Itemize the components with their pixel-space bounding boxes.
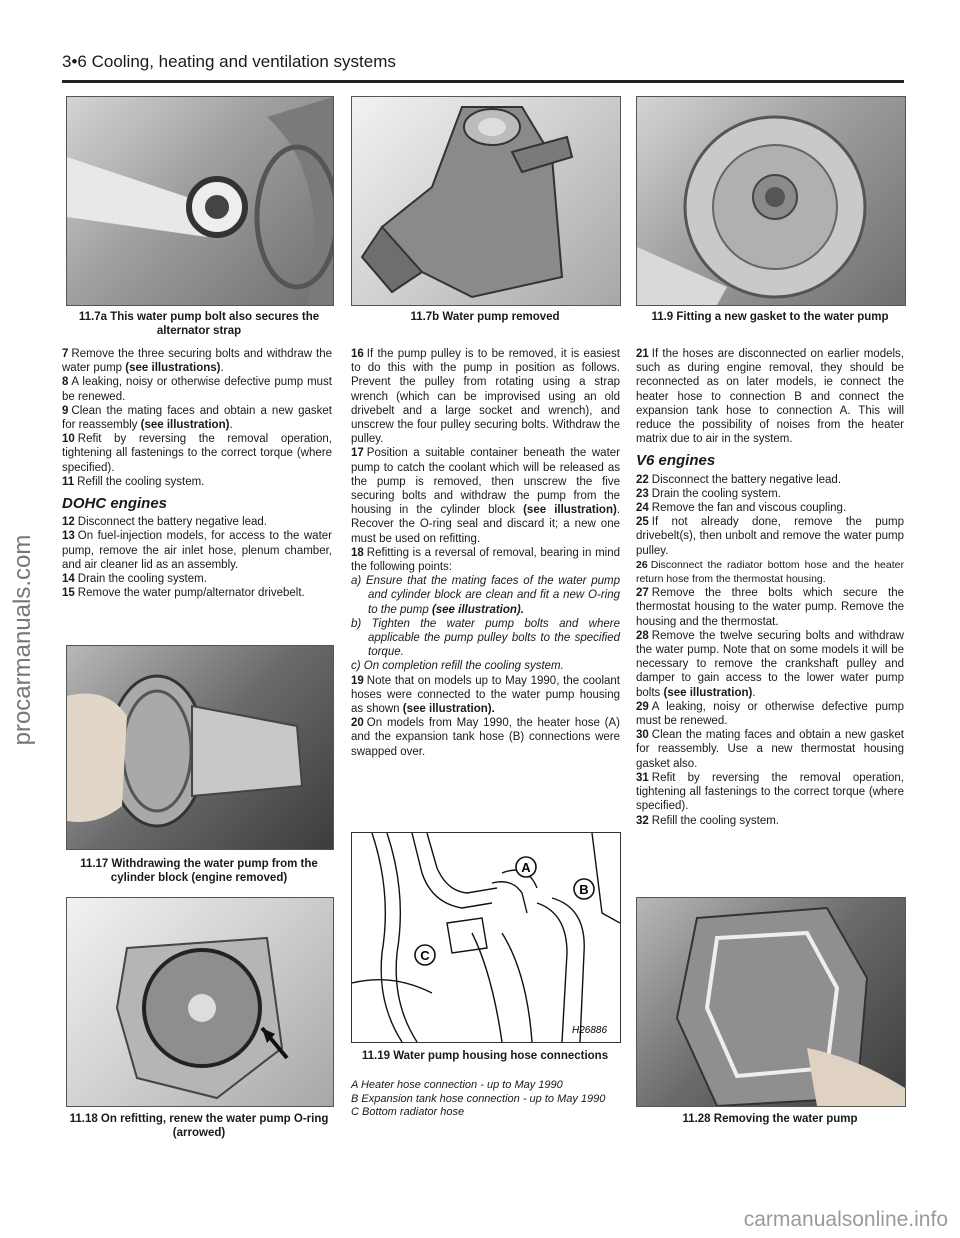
heading-v6-engines: V6 engines: [636, 452, 716, 470]
hose-connection-diagram: [352, 833, 620, 1042]
wrench-on-bolt-image: [67, 97, 333, 305]
diagram-11-19: [351, 832, 621, 1043]
pump-o-ring-image: [67, 898, 333, 1106]
photo-11-7b: [351, 96, 621, 306]
side-watermark: procarmanuals.com: [9, 534, 36, 746]
caption-11-17: 11.17 Withdrawing the water pump from the cylinder block (engine removed): [80, 858, 318, 884]
legend-item-b: B Expansion tank hose connection - up to May 1990: [351, 1092, 606, 1105]
caption-11-7a: 11.7a This water pump bolt also secures the alternator strap: [78, 311, 320, 337]
header-rule: [62, 80, 904, 83]
water-pump-image: [352, 97, 620, 305]
text-column-1: 7 Remove the three securing bolts and withdraw the water pump (see illustrations). 8 A leaking, noisy or otherwise defective pump must be renewed. 9 Clean the mating faces and obtain a new gasket for reassembly (see illustration). 10 Refit by reversing the removal operation, tightening all fastenings to the correct torque (where specified). 11 Refill the cooling system. DOHC engines 12 Disconnect the battery negative lead. 13 On fuel-injection models, for access to the water pump, remove the air inlet hose, plenum chamber, and air cleaner lid as an assembly. 14 Drain the cooling system. 15 Remove the water pump/alternator drivebelt.: [62, 348, 332, 600]
text-column-3: 21 If the hoses are disconnected on earlier models, such as during engine removal, they should be reconnected as on later models, ie connect the heater hose to connection B and connect the expansion tank hose to connection A. This will reduce the possibility of noises from the heater matrix due to air in the system. V6 engines 22 Disconnect the battery negative lead. 23 Drain the cooling system. 24 Remove the fan and viscous coupling. 25 If not already done, remove the pump drivebelt(s), then unbolt and remove the water pump pulley. 26 Disconnect the radiator bottom hose and the heater return hose from the thermostat housing. 27 Remove the three bolts which secure the thermostat housing to the water pump. Remove the housing and the thermostat. 28 Remove the twelve securing bolts and withdraw the water pump. Note that on some models it will be necessary to remove the crankshaft pulley and damper to gain access to the lower water pump bolts (see illustration). 29 A leaking, noisy or otherwise defective pump must be renewed. 30 Clean the mating faces and obtain a new gasket for reassembly. Use a new thermostat housing gasket also. 31 Refit by reversing the removal operation, tightening all fastenings to the correct torque (where specified). 32 Refill the cooling system.: [636, 348, 904, 827]
photo-11-18: [66, 897, 334, 1107]
diagram-code: H26886: [572, 1025, 608, 1036]
legend-item-a: A Heater hose connection - up to May 1990: [351, 1079, 563, 1091]
diagram-label-c: C: [420, 948, 430, 963]
page-header: 3•6 Cooling, heating and ventilation systems: [62, 52, 396, 71]
caption-11-18: 11.18 On refitting, renew the water pump O-ring (arrowed): [69, 1113, 329, 1139]
caption-11-7b: 11.7b Water pump removed: [410, 311, 560, 323]
withdrawing-pump-image: [67, 646, 333, 849]
caption-11-28: 11.28 Removing the water pump: [682, 1113, 858, 1125]
removing-water-pump-image: [637, 898, 905, 1106]
photo-11-9: [636, 96, 906, 306]
diagram-label-b: B: [579, 882, 589, 897]
photo-11-17: [66, 645, 334, 850]
photo-11-7a: [66, 96, 334, 306]
diagram-legend: [351, 1079, 619, 1120]
caption-11-19: 11.19 Water pump housing hose connections: [361, 1050, 609, 1062]
footer-watermark: carmanualsonline.info: [743, 1208, 948, 1231]
text-column-2: 16 If the pump pulley is to be removed, it is easiest to do this with the pump in position as follows. Prevent the pulley from rotating using a strap wrench (which can be improvised using an old drivebelt and a large socket and wrench), and unscrew the four pulley securing bolts. Withdraw the pulley. 17 Position a suitable container beneath the water pump to catch the coolant which will be released as the pump is removed, then unscrew the five securing bolts and withdraw the pump from the housing in the cylinder block (see illustration). Recover the O-ring seal and discard it; a new one must be used on refitting. 18 Refitting is a reversal of removal, bearing in mind the following points: a) Ensure that the mating faces of the water pump and cylinder block are clean and fit a new O-ring to the pump (see illustration). b) Tighten the water pump bolts and where applicable the pump pulley bolts to the specified torque. c) On completion refill the cooling system. 19 Note that on models up to May 1990, the coolant hoses were connected to the water pump housing as shown (see illustration). 20 On models from May 1990, the heater hose (A) and the expansion tank hose (B) connections were swapped over.: [351, 348, 621, 758]
heading-dohc-engines: DOHC engines: [62, 495, 168, 513]
caption-11-9: 11.9 Fitting a new gasket to the water pump: [651, 311, 889, 323]
gasket-image: [637, 97, 905, 305]
diagram-label-a: A: [521, 860, 531, 875]
legend-item-c: C Bottom radiator hose: [351, 1106, 465, 1118]
photo-11-28: [636, 897, 906, 1107]
